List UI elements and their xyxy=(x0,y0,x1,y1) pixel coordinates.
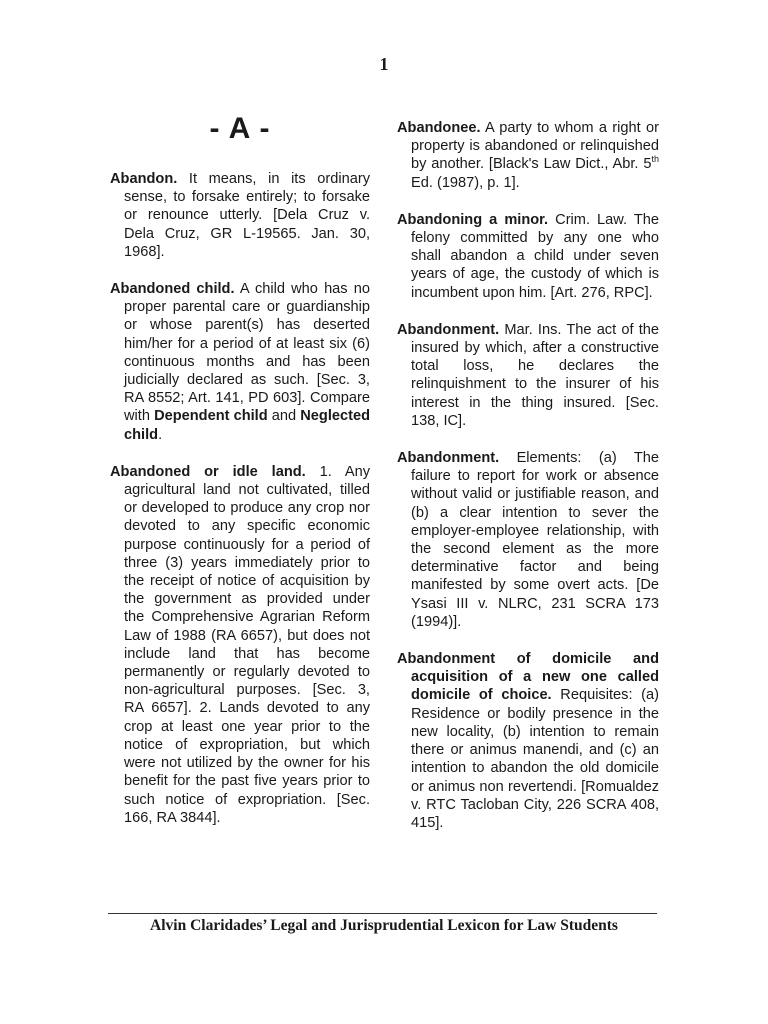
entry-definition: 1. Any agricultural land not cultivated, tilled or developed to produce any crop nor devoted to any specific economic purpose continuously for a period of three (3) years immediately prior to the receipt of notice of acquisition by the government as provided under the Comprehensive Agrarian Reform Law of 1988 (RA 6657), but does not include land that has become permanently or regularly devoted to non-agricultural purposes. [Sec. 3, RA 6657]. 2. Lands devoted to any crop at least one year prior to the notice of expropriation, but which were not utilized by the owner for his benefit for the past five years prior to such notice of expropriation. [Sec. 166, RA 3844]. xyxy=(124,463,371,826)
superscript-ordinal: th xyxy=(651,154,659,165)
entry-abandonment-of-domicile xyxy=(397,650,659,832)
section-letter-heading: - A - xyxy=(209,112,271,145)
right-column xyxy=(397,119,659,851)
entry-abandoned-child xyxy=(110,280,370,444)
entry-end-punctuation: . xyxy=(158,426,163,443)
entry-definition-continued: Ed. (1987), p. 1]. xyxy=(411,174,520,191)
entry-term: Abandonment of domicile and acquisition of a new one called domicile of choice. xyxy=(397,651,659,704)
entry-definition: Requisites: (a) Residence or bodily presence in the new locality, (b) intention to remain there or animus manendi, and (c) an intention to abandon the old domicile or animus non revertendi. [Romualdez v. RTC Tacloban City, 226 SCRA 408, 415]. xyxy=(411,687,660,831)
entry-definition: It means, in its ordinary sense, to forsake entirely; to forsake or renounce utterly. [Dela Cruz v. Dela Cruz, GR L-19565. Jan. 30, 1968]. xyxy=(124,171,370,260)
entry-abandonment-marine-insurance xyxy=(397,321,659,430)
entry-abandon xyxy=(110,170,370,261)
entry-definition: Crim. Law. The felony committed by any one who shall abandon a child under seven years of age, the custody of which is incumbent upon him. [Art. 276, RPC]. xyxy=(411,211,660,301)
footer-book-title: Alvin Claridades’ Legal and Jurisprudential Lexicon for Law Students xyxy=(150,917,618,934)
left-column xyxy=(110,170,370,846)
entry-abandonee xyxy=(397,119,659,192)
entry-term: Abandoned child. xyxy=(110,281,235,298)
entry-term: Abandonee. xyxy=(397,120,481,136)
entry-abandonment-labor xyxy=(397,449,659,631)
entry-definition: Mar. Ins. The act of the insured by which, after a constructive total loss, he declares the relinquishment to the insurer of his interest in the thing insured. [Sec. 138, IC]. xyxy=(411,321,659,429)
cross-reference-dependent-child: Dependent child xyxy=(154,408,268,425)
entry-term: Abandoned or idle land. xyxy=(110,463,306,480)
entry-term: Abandonment. xyxy=(397,450,500,467)
entry-abandoned-or-idle-land xyxy=(110,463,370,827)
cross-reference-joiner: and xyxy=(267,408,301,425)
cross-reference-neglected-child: Neglected child xyxy=(124,408,370,443)
entry-definition: A party to whom a right or property is abandoned or relinquished by another. [Black's Law Dict., Abr. 5 xyxy=(411,120,659,173)
page-number: 1 xyxy=(379,54,389,74)
entry-term: Abandon. xyxy=(110,171,178,187)
entry-definition: A child who has no proper parental care or guardianship or whose parent(s) has deserted him/her for a period of at least six (6) continuous months and has been judicially declared as such. [Sec. 3, RA 8552; Art. 141, PD 603]. Compare with xyxy=(124,281,370,425)
entry-term: Abandonment. xyxy=(397,321,500,338)
entry-abandoning-a-minor xyxy=(397,211,659,302)
entry-definition: Elements: (a) The failure to report for work or absence without valid or justifiable reason, and (b) a clear intention to sever the employer-employee relationship, with the second element as the more determinative factor and being manifested by some overt acts. [De Ysasi III v. NLRC, 231 SCRA 173 (1994)]. xyxy=(411,450,659,630)
entry-term: Abandoning a minor. xyxy=(397,211,549,228)
footer-divider xyxy=(108,913,657,914)
